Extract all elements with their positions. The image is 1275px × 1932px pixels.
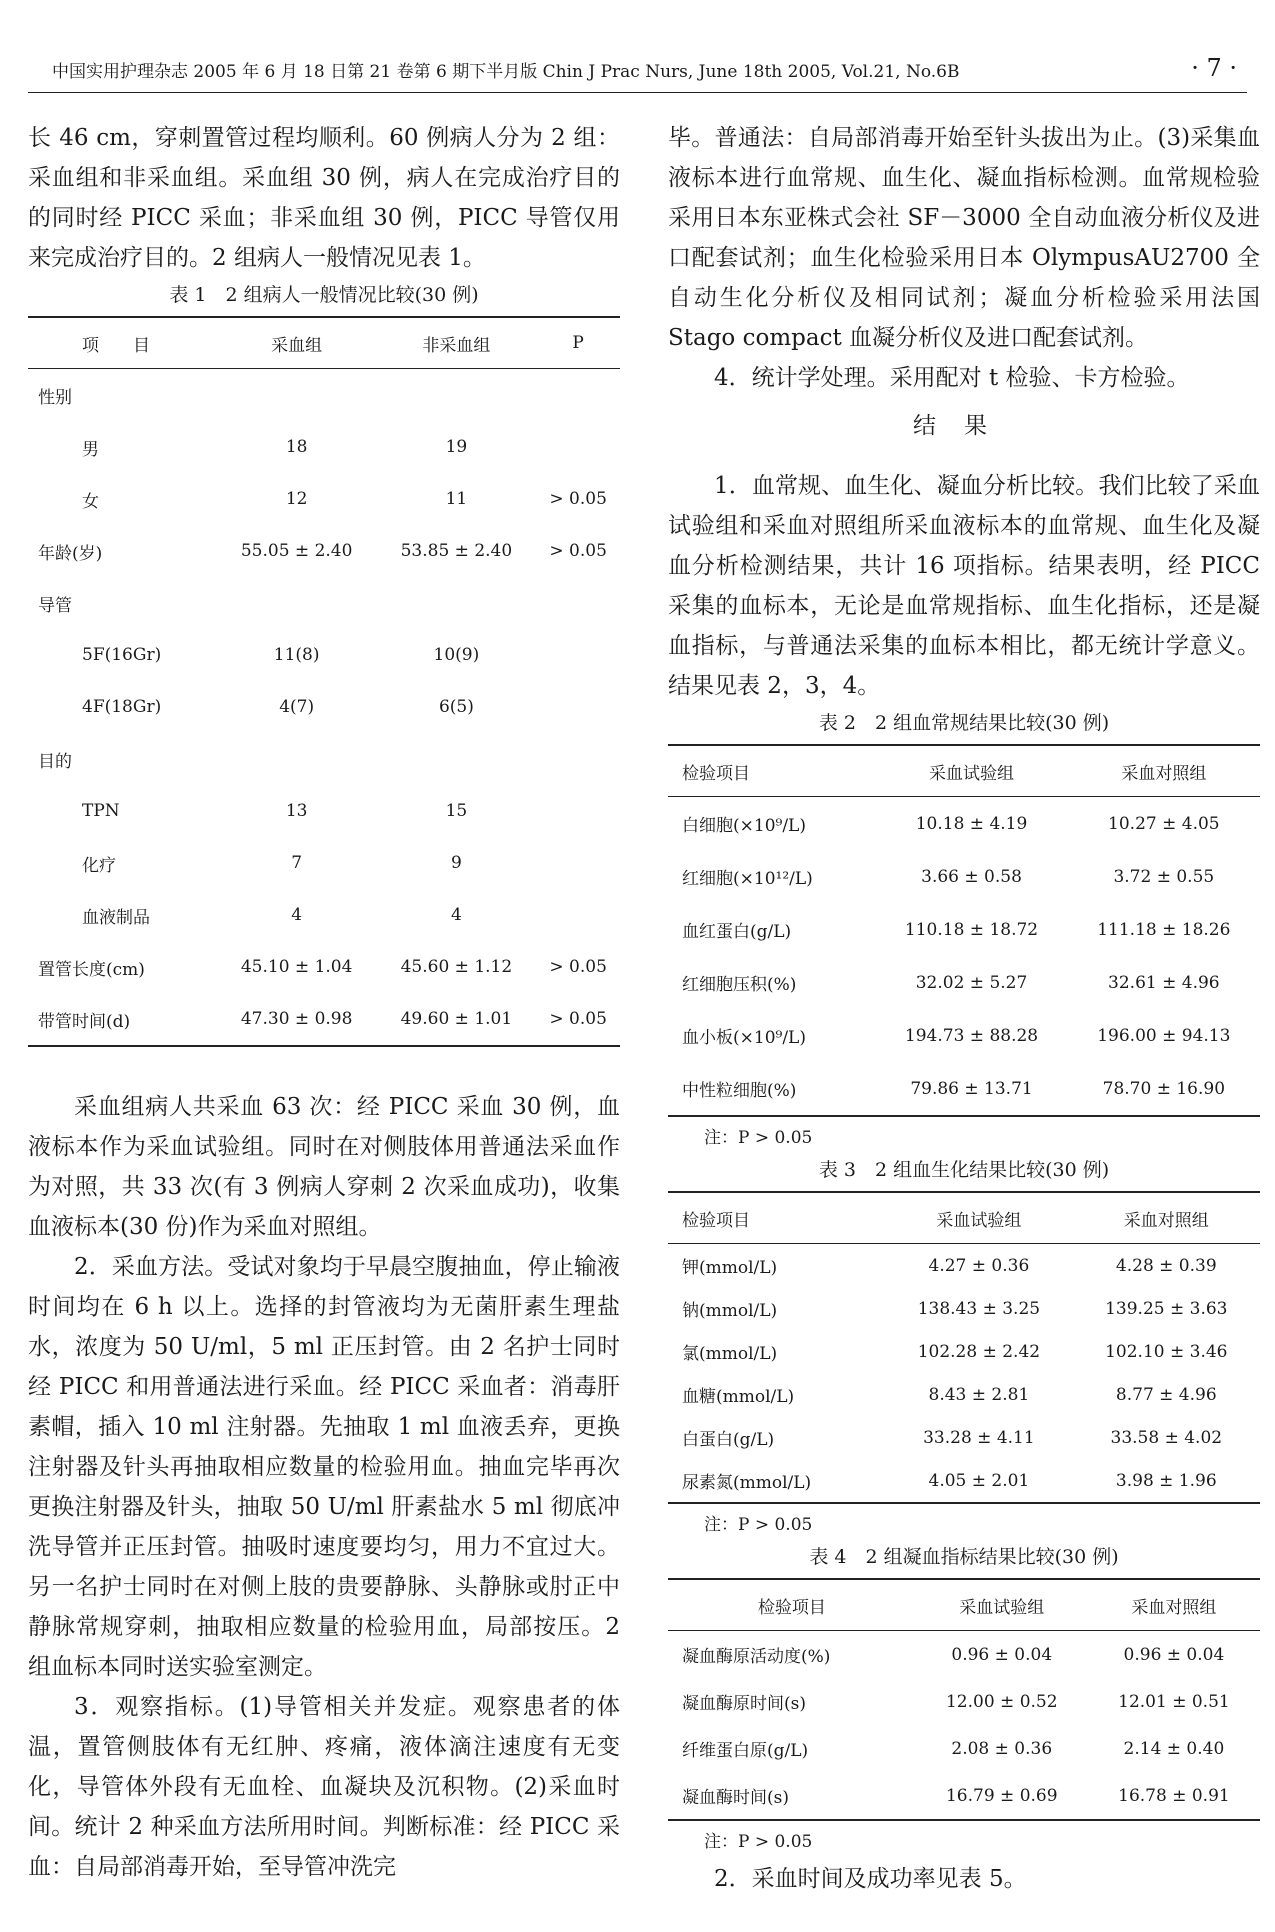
table-cell <box>536 629 620 681</box>
left-column <box>28 118 620 1887</box>
table-header-cell: 非采血组 <box>422 335 491 356</box>
table-row <box>28 473 620 525</box>
row-label: 血红蛋白(g/L) <box>682 922 792 942</box>
row-label: 氯(mmol/L) <box>682 1344 778 1364</box>
header-rule <box>28 92 1247 93</box>
table2 <box>668 744 1260 1117</box>
table-cell <box>377 577 537 629</box>
table-row <box>668 903 1260 956</box>
page-number: · 7 · <box>1191 54 1237 82</box>
table-header-cell: 检验项目 <box>682 763 750 784</box>
table-cell: > 0.05 <box>549 541 607 561</box>
table-header-cell: 采血试验组 <box>929 763 1015 784</box>
time-paragraph: 2．采血时间及成功率见表 5。 <box>714 1866 1027 1892</box>
table-cell: 6(5) <box>438 697 474 717</box>
table-row <box>28 889 620 941</box>
table-cell: 16.79 ± 0.69 <box>945 1785 1058 1806</box>
table-row <box>28 369 620 422</box>
indicators-paragraph: 3．观察指标。(1)导管相关并发症。观察患者的体温，置管侧肢体有无红肿、疼痛，液体滴注速度有无变化，导管体外段有无血栓、血凝块及沉积物。(2)采血时间。统计 2 种采血方法所用时间。判断标准：经 PICC 采血：自局部消毒开始，至导管冲洗完 <box>28 1694 620 1880</box>
table-cell: 13 <box>285 801 308 821</box>
table-cell: 47.30 ± 0.98 <box>240 1009 353 1029</box>
statistics-paragraph: 4．统计学处理。采用配对 t 检验、卡方检验。 <box>714 365 1190 391</box>
row-label: 女 <box>82 491 99 512</box>
table-cell: 110.18 ± 18.72 <box>904 919 1039 940</box>
table-cell: 10.18 ± 4.19 <box>915 813 1028 834</box>
table-row <box>668 797 1260 851</box>
sampling-paragraph: 采血组病人共采血 63 次：经 PICC 采血 30 例，血液标本作为采血试验组。同时在对侧肢体用普通法采血作为对照，共 33 次(有 3 例病人穿刺 2 次采血成功)，收集血液标本(30 份)作为采血对照组。 <box>28 1094 620 1240</box>
table-cell <box>217 733 377 785</box>
table-cell: 18 <box>285 437 308 457</box>
table-cell: 8.43 ± 2.81 <box>928 1384 1030 1405</box>
table-cell: 8.77 ± 4.96 <box>1115 1384 1217 1405</box>
table-cell: 12.00 ± 0.52 <box>945 1691 1058 1712</box>
table-header-cell: 检验项目 <box>682 1210 750 1231</box>
results-heading: 结果 <box>913 413 1015 439</box>
row-label: 纤维蛋白原(g/L) <box>682 1741 809 1761</box>
table-header-cell: P <box>572 333 584 353</box>
table-cell: > 0.05 <box>549 957 607 977</box>
table-cell: 11 <box>445 489 468 509</box>
row-label: 红细胞压积(%) <box>682 975 797 995</box>
table-cell: 9 <box>450 853 462 873</box>
row-label: 性别 <box>38 387 72 408</box>
table4-caption: 表 4 2 组凝血指标结果比较(30 例) <box>809 1546 1119 1568</box>
table-row <box>668 1330 1260 1373</box>
table-row <box>668 1062 1260 1116</box>
row-label: 置管长度(cm) <box>38 959 145 980</box>
table-cell: 78.70 ± 16.90 <box>1102 1078 1226 1099</box>
table-row <box>28 681 620 733</box>
row-label: 凝血酶原活动度(%) <box>682 1647 831 1667</box>
table-header-row <box>668 1192 1260 1244</box>
continued-paragraph: 毕。普通法：自局部消毒开始至针头拔出为止。(3)采集血液标本进行血常规、血生化、凝血指标检测。血常规检验采用日本东亚株式会社 SF－3000 全自动血液分析仪及进口配套试剂；血生化检验采用日本 OlympusAU2700 全自动生化分析仪及相同试剂；凝血分析检验采用法国 Stago compact 血凝分析仪及进口配套试剂。 <box>668 125 1260 351</box>
table-row <box>668 1244 1260 1288</box>
table-cell <box>536 369 620 422</box>
table2-caption: 表 2 2 组血常规结果比较(30 例) <box>818 712 1110 734</box>
row-label: 钾(mmol/L) <box>682 1258 778 1278</box>
table-cell: 19 <box>445 437 468 457</box>
table-cell: 32.61 ± 4.96 <box>1108 972 1220 993</box>
table3-caption: 表 3 2 组血生化结果比较(30 例) <box>818 1159 1110 1181</box>
table-cell: 12 <box>285 489 308 509</box>
table-header-row <box>668 745 1260 797</box>
table-row <box>28 629 620 681</box>
table-row <box>28 837 620 889</box>
table-cell: 4.28 ± 0.39 <box>1115 1255 1217 1276</box>
table-cell: 0.96 ± 0.04 <box>951 1644 1053 1665</box>
table-header-cell: 采血对照组 <box>1121 763 1207 784</box>
row-label: 血小板(×10⁹/L) <box>682 1028 806 1048</box>
table-header-cell: 采血试验组 <box>936 1210 1022 1231</box>
table-cell: 3.72 ± 0.55 <box>1113 866 1215 887</box>
table-cell: 4.27 ± 0.36 <box>928 1255 1030 1276</box>
row-label: 4F(18Gr) <box>82 697 162 717</box>
table-row <box>668 1459 1260 1503</box>
row-label: 目的 <box>38 751 72 772</box>
table4 <box>668 1578 1260 1821</box>
table-cell: > 0.05 <box>549 1009 607 1029</box>
table-cell <box>217 369 377 422</box>
table-cell: 33.58 ± 4.02 <box>1110 1427 1223 1448</box>
table-header-row <box>28 317 620 369</box>
table-cell: 4.05 ± 2.01 <box>928 1470 1030 1491</box>
table-cell: 10.27 ± 4.05 <box>1108 813 1220 834</box>
table-cell: 16.78 ± 0.91 <box>1118 1785 1230 1806</box>
results-paragraph: 1．血常规、血生化、凝血分析比较。我们比较了采血试验组和采血对照组所采血液标本的血常规、血生化及凝血分析检测结果，共计 16 项指标。结果表明，经 PICC 采集的血标本，无论是血常规指标、血生化指标，还是凝血指标，与普通法采集的血标本相比，都无统计学意义。结果见表 2，3，4。 <box>668 473 1260 699</box>
table-row <box>28 993 620 1046</box>
table-cell: 7 <box>291 853 303 873</box>
table3-note: 注：P > 0.05 <box>704 1515 813 1535</box>
table-cell: 49.60 ± 1.01 <box>400 1009 513 1029</box>
table-cell: 10(9) <box>433 645 480 665</box>
table-cell: 11(8) <box>273 645 320 665</box>
table-cell: 111.18 ± 18.26 <box>1097 919 1231 940</box>
table-row <box>668 1725 1260 1772</box>
table-cell <box>536 889 620 941</box>
table-cell: 45.60 ± 1.12 <box>400 957 513 977</box>
intro-paragraph: 长 46 cm，穿刺置管过程均顺利。60 例病人分为 2 组：采血组和非采血组。采血组 30 例，病人在完成治疗目的的同时经 PICC 采血；非采血组 30 例，PICC 导管仅用来完成治疗目的。2 组病人一般情况见表 1。 <box>28 125 620 271</box>
table-row <box>668 1678 1260 1725</box>
row-label: 尿素氮(mmol/L) <box>682 1473 812 1493</box>
table-cell: 79.86 ± 13.71 <box>910 1078 1033 1099</box>
table-cell <box>377 733 537 785</box>
table-row <box>28 941 620 993</box>
table-cell: 4 <box>450 905 462 925</box>
row-label: TPN <box>82 801 120 821</box>
table-row <box>668 1287 1260 1330</box>
table-header-cell: 采血试验组 <box>959 1597 1045 1618</box>
table-row <box>28 421 620 473</box>
running-header <box>28 54 1247 86</box>
table4-note: 注：P > 0.05 <box>704 1832 813 1852</box>
row-label: 化疗 <box>82 855 116 876</box>
table-row <box>28 785 620 837</box>
table-row <box>28 525 620 577</box>
table-cell: 32.02 ± 5.27 <box>915 972 1028 993</box>
table-cell: 53.85 ± 2.40 <box>400 541 513 561</box>
table-cell: 55.05 ± 2.40 <box>240 541 353 561</box>
row-label: 年龄(岁) <box>38 543 103 564</box>
table-cell <box>377 369 537 422</box>
table-cell: 138.43 ± 3.25 <box>917 1298 1041 1319</box>
table-header-cell: 采血组 <box>271 335 323 356</box>
row-label: 红细胞(×10¹²/L) <box>682 869 813 889</box>
table-header-cell: 项 目 <box>82 335 150 356</box>
table1-caption: 表 1 2 组病人一般情况比较(30 例) <box>169 284 479 306</box>
table2-note: 注：P > 0.05 <box>704 1128 813 1148</box>
table-cell <box>217 577 377 629</box>
table-cell <box>536 733 620 785</box>
table-cell: 15 <box>445 801 468 821</box>
table-row <box>668 1631 1260 1679</box>
row-label: 钠(mmol/L) <box>682 1301 778 1321</box>
right-column <box>668 118 1260 1899</box>
table-cell: 139.25 ± 3.63 <box>1105 1298 1228 1319</box>
table-cell: 4 <box>291 905 303 925</box>
table-row <box>668 1373 1260 1416</box>
table-cell: 0.96 ± 0.04 <box>1123 1644 1225 1665</box>
table-cell: 2.14 ± 0.40 <box>1123 1738 1225 1759</box>
table-cell: 102.28 ± 2.42 <box>917 1341 1041 1362</box>
row-label: 导管 <box>38 595 72 616</box>
row-label: 血糖(mmol/L) <box>682 1387 795 1407</box>
table-header-cell: 采血对照组 <box>1123 1210 1209 1231</box>
table-cell <box>536 421 620 473</box>
table-row <box>668 1772 1260 1820</box>
table-header-cell: 检验项目 <box>757 1597 826 1618</box>
table-cell: 194.73 ± 88.28 <box>904 1025 1039 1046</box>
table-cell: 102.10 ± 3.46 <box>1105 1341 1228 1362</box>
row-label: 带管时间(d) <box>38 1011 131 1032</box>
table-cell: 45.10 ± 1.04 <box>240 957 353 977</box>
row-label: 男 <box>82 439 99 460</box>
table-cell <box>536 681 620 733</box>
row-label: 白蛋白(g/L) <box>682 1430 775 1450</box>
method-paragraph: 2．采血方法。受试对象均于早晨空腹抽血，停止输液时间均在 6 h 以上。选择的封管液均为无菌肝素生理盐水，浓度为 50 U/ml，5 ml 正压封管。由 2 名护士同时经 PICC 和用普通法进行采血。经 PICC 采血者：消毒肝素帽，插入 10 ml 注射器。先抽取 1 ml 血液丢弃，更换注射器及针头再抽取相应数量的检验用血。抽血完毕再次更换注射器及针头，抽取 50 U/ml 肝素盐水 5 ml 彻底冲洗导管并正压封管。抽吸时速度要均匀，用力不宜过大。另一名护士同时在对侧上肢的贵要静脉、头静脉或肘正中静脉常规穿刺，抽取相应数量的检验用血，局部按压。2 组血标本同时送实验室测定。 <box>28 1254 620 1680</box>
table-cell: 33.28 ± 4.11 <box>923 1427 1035 1448</box>
table-cell: 12.01 ± 0.51 <box>1118 1691 1230 1712</box>
table-row <box>668 850 1260 903</box>
table-cell: 3.98 ± 1.96 <box>1115 1470 1217 1491</box>
table-row <box>668 1416 1260 1459</box>
table-cell <box>536 577 620 629</box>
table-row <box>28 733 620 785</box>
table-cell: 2.08 ± 0.36 <box>951 1738 1053 1759</box>
table-cell: 196.00 ± 94.13 <box>1097 1025 1231 1046</box>
table-row <box>28 577 620 629</box>
table-cell <box>536 837 620 889</box>
row-label: 5F(16Gr) <box>82 645 162 665</box>
row-label: 血液制品 <box>82 907 150 928</box>
table-cell: > 0.05 <box>549 489 607 509</box>
row-label: 中性粒细胞(%) <box>682 1081 797 1101</box>
table1 <box>28 316 620 1047</box>
table-header-row <box>668 1579 1260 1631</box>
table3 <box>668 1191 1260 1504</box>
table-cell: 3.66 ± 0.58 <box>921 866 1022 887</box>
table-header-cell: 采血对照组 <box>1131 1597 1217 1618</box>
row-label: 凝血酶原时间(s) <box>682 1694 806 1714</box>
table-row <box>668 1009 1260 1062</box>
row-label: 凝血酶时间(s) <box>682 1788 789 1808</box>
row-label: 白细胞(×10⁹/L) <box>682 816 806 836</box>
table-row <box>668 956 1260 1009</box>
table-cell <box>536 785 620 837</box>
table-cell: 4(7) <box>279 697 315 717</box>
journal-citation: 中国实用护理杂志 2005 年 6 月 18 日第 21 卷第 6 期下半月版 Chin J Prac Nurs, June 18th 2005, Vol.21, No.6B <box>52 62 960 82</box>
